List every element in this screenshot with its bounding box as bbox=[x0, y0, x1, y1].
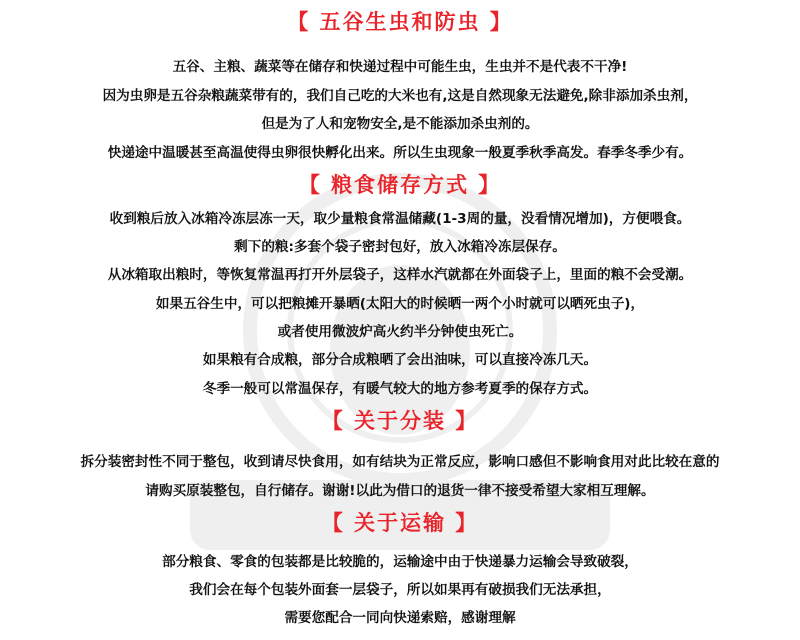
section-repack-line-2: 请购买原装整包，自行储存。谢谢!以此为借口的退货一律不接受希望大家相互理解。 bbox=[145, 483, 655, 499]
section-pest-line-3: 但是为了人和宠物安全,是不能添加杀虫剂的。 bbox=[261, 116, 539, 132]
section-storage-line-4: 如果五谷生中，可以把粮摊开暴晒(太阳大的时候晒一两个小时就可以晒死虫子)， bbox=[155, 296, 645, 312]
section-heading-shipping: 【 关于运输 】 bbox=[321, 511, 479, 535]
section-storage-line-2: 剩下的粮:多套个袋子密封包好，放入冰箱冷冻层保存。 bbox=[234, 239, 566, 255]
section-heading-storage: 【 粮食储存方式 】 bbox=[298, 173, 502, 197]
section-storage-line-1: 收到粮后放入冰箱冷冻层冻一天，取少量粮食常温储藏(1-3周的量，没看情况增加)，方便喂食。 bbox=[109, 211, 691, 227]
section-pest-line-2: 因为虫卵是五谷杂粮蔬菜带有的，我们自己吃的大米也有,这是自然现象无法避免,除非添加杀虫剂， bbox=[102, 88, 698, 104]
section-pest-line-4: 快递途中温暖甚至高温使得虫卵很快孵化出来。所以生虫现象一般夏季秋季高发。春季冬季少有。 bbox=[107, 145, 693, 161]
section-heading-pest: 【 五谷生虫和防虫 】 bbox=[287, 10, 513, 34]
section-repack-line-1: 拆分装密封性不同于整包，收到请尽快食用，如有结块为正常反应，影响口感但不影响食用对此比较在意的 bbox=[80, 454, 720, 470]
section-shipping-line-3: 需要您配合一同向快递索赔，感谢理解 bbox=[284, 610, 516, 626]
section-shipping-line-1: 部分粮食、零食的包装都是比较脆的，运输途中由于快递暴力运输会导致破裂， bbox=[162, 554, 638, 570]
section-storage-line-5: 或者使用微波炉高火约半分钟使虫死亡。 bbox=[277, 324, 523, 340]
section-storage-line-3: 从冰箱取出粮时，等恢复常温再打开外层袋子，这样水汽就都在外面袋子上，里面的粮不会受潮。 bbox=[107, 267, 693, 283]
section-storage-line-7: 冬季一般可以常温保存，有暖气较大的地方参考夏季的保存方式。 bbox=[202, 381, 598, 397]
section-shipping-line-2: 我们会在每个包装外面套一层袋子，所以如果再有破损我们无法承担， bbox=[189, 582, 611, 598]
section-storage-line-6: 如果粮有合成粮，部分合成粮晒了会出油味，可以直接冷冻几天。 bbox=[202, 352, 598, 368]
section-heading-repack: 【 关于分装 】 bbox=[321, 409, 479, 433]
section-pest-line-1: 五谷、主粮、蔬菜等在储存和快递过程中可能生虫，生虫并不是代表不干净! bbox=[172, 59, 628, 75]
